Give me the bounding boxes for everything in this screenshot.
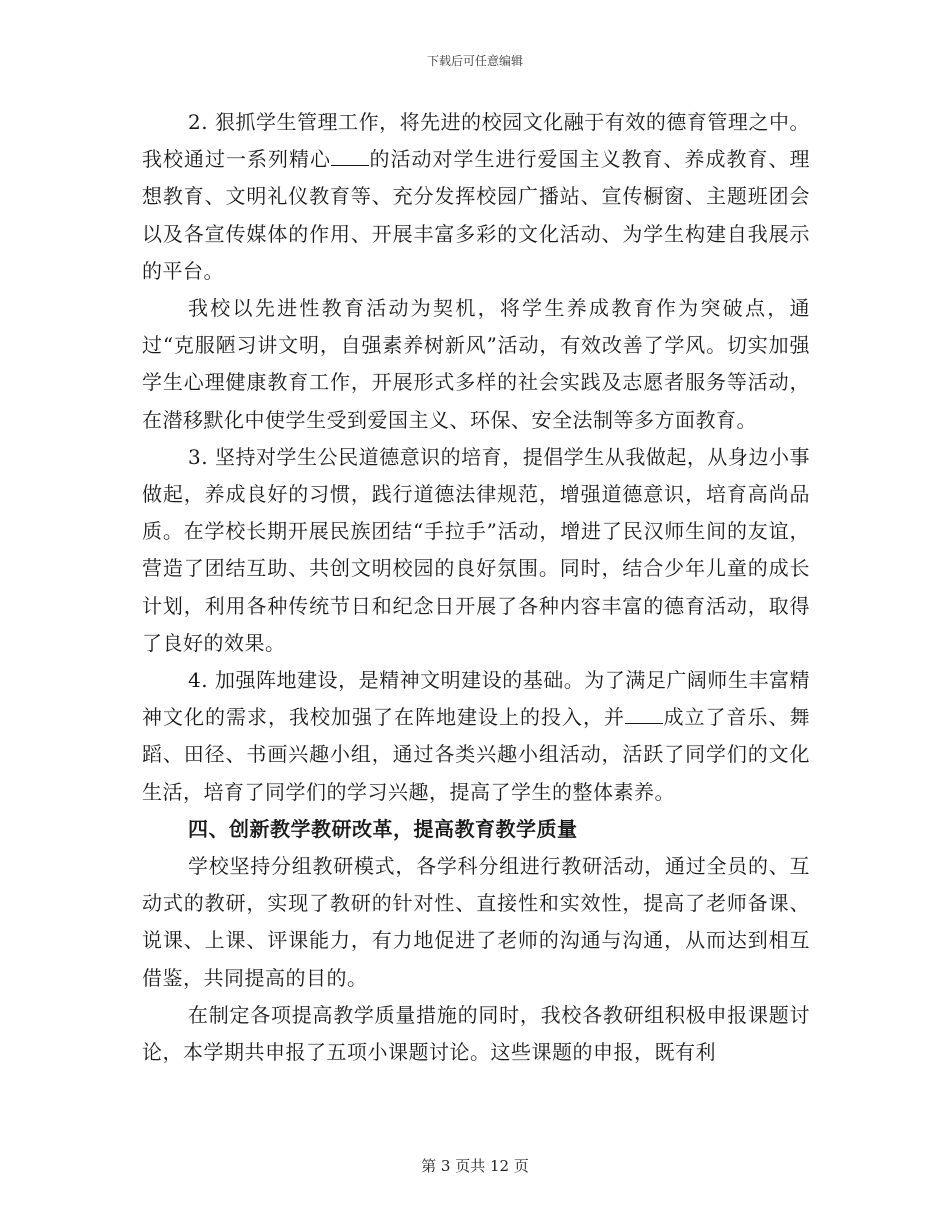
page-header: 下载后可任意编辑	[426, 54, 523, 68]
paragraph-teaching-research: 学校坚持分组教研模式，各学科分组进行教研活动，通过全员的、互动式的教研，实现了教研的针对性、直接性和实效性，提高了老师备课、说课、上课、评课能力，有力地促进了老师的沟通与沟通，从而达到相互借鉴，共同提高的目的。	[142, 854, 810, 990]
paragraph-research-topics: 在制定各项提高教学质量措施的同时，我校各教研组积极申报课题讨论，本学期共申报了五项小课题讨论。这些课题的申报，既有利	[142, 1002, 810, 1065]
page-number: 第 3 页共 12 页	[421, 1157, 529, 1175]
fill-blank	[625, 703, 663, 724]
paragraph-civic-morality: 3. 坚持对学生公民道德意识的培育，提倡学生从我做起，从身边小事做起，养成良好的习惯，践行道德法律规范，增强道德意识，培育高尚品质。在学校长期开展民族团结“手拉手”活动，增进了民汉师生间的友谊，营造了团结互助、共创文明校园的良好氛围。同时，结合少年儿童的成长计划，利用各种传统节日和纪念日开展了各种内容丰富的德育活动，取得了良好的效果。	[142, 444, 810, 655]
section-heading: 四、创新教学教研改革，提高教育教学质量	[188, 816, 578, 841]
paragraph-text: 成立了音乐、舞蹈、田径、书画兴趣小组，通过各类兴趣小组活动，活跃了同学们的文化生活，培育了同学们的学习兴趣，提高了学生的整体素养。	[142, 705, 810, 804]
paragraph-position-building	[142, 662, 810, 811]
fill-blank	[331, 145, 369, 166]
paragraph-text: 2. 狠抓学生管理工作，将先进的校园文化融于有效的德育管理之中。我校通过一系列精心	[142, 110, 810, 172]
paragraph-pioneer-education: 我校以先进性教育活动为契机，将学生养成教育作为突破点，通过“克服陋习讲文明，自强素养树新风”活动，有效改善了学风。切实加强学生心理健康教育工作，开展形式多样的社会实践及志愿者服务等活动，在潜移默化中使学生受到爱国主义、环保、安全法制等多方面教育。	[142, 296, 810, 432]
paragraph-text: 4. 加强阵地建设，是精神文明建设的基础。为了满足广阔师生丰富精神文化的需求，我校加强了在阵地建设上的投入，并	[142, 668, 810, 730]
document-body	[142, 104, 810, 1071]
paragraph-student-management	[142, 104, 810, 290]
paragraph-text: 的活动对学生进行爱国主义教育、养成教育、理想教育、文明礼仪教育等、充分发挥校园广播站、宣传橱窗、主题班团会以及各宣传媒体的作用、开展丰富多彩的文化活动、为学生构建自我展示的平台。	[142, 147, 810, 283]
